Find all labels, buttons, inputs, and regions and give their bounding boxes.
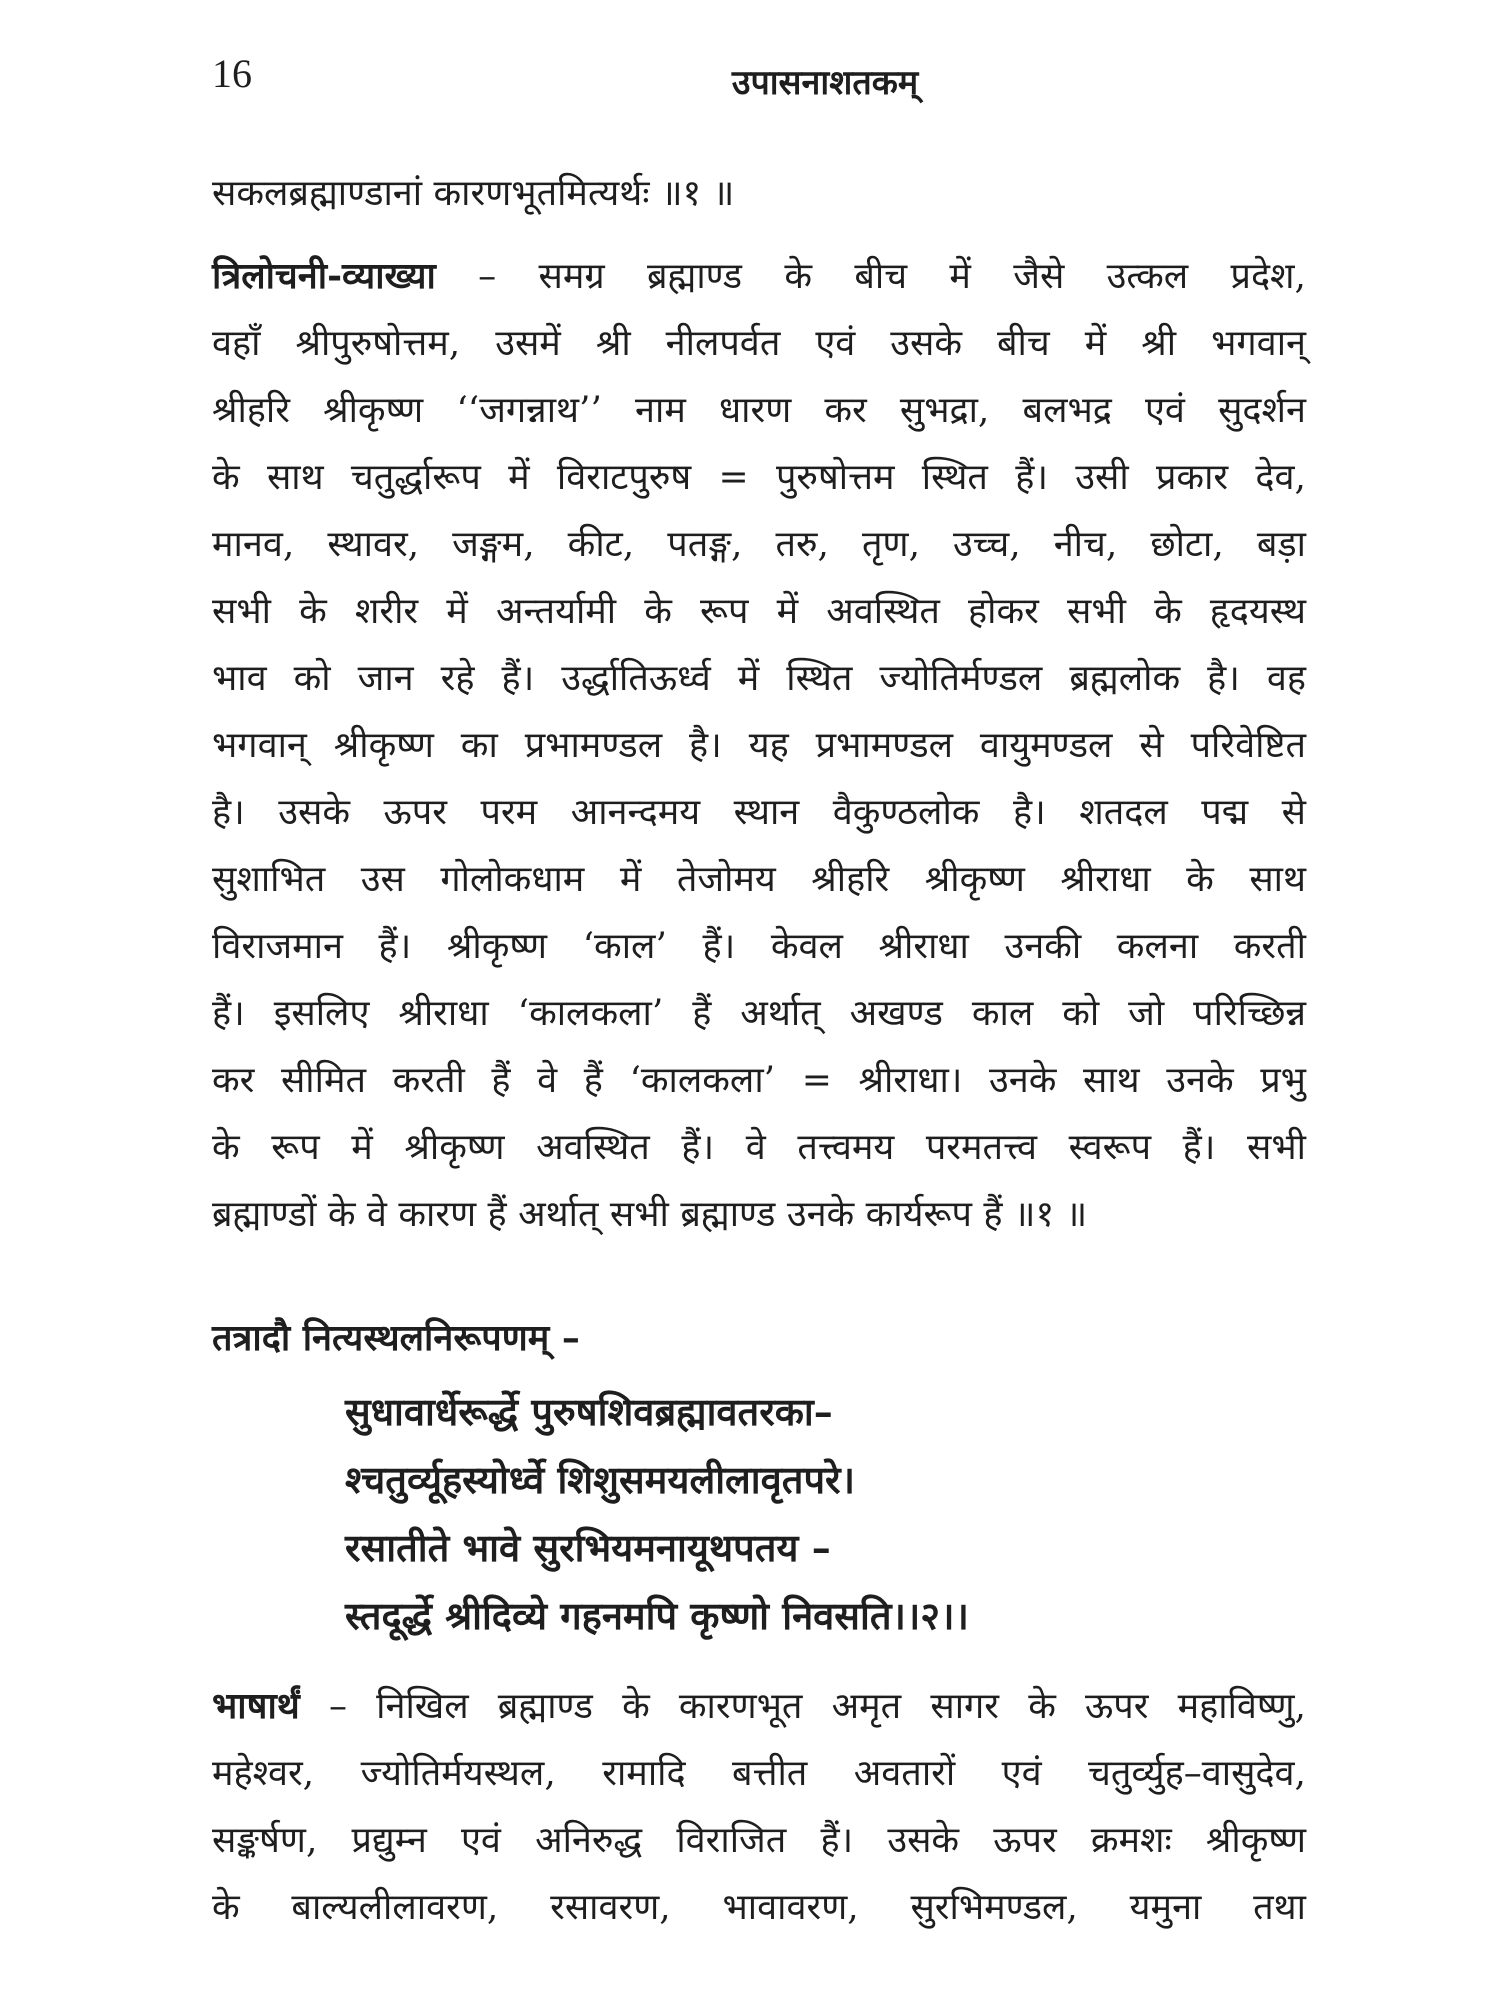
bhasharth-label: भाषार्थं [212, 1685, 300, 1727]
verse-line: सुधावार्धेरूर्द्धे पुरुषशिवब्रह्मावतरका– [345, 1389, 833, 1434]
section-heading: तत्रादौ नित्यस्थलनिरूपणम् – [212, 1317, 580, 1359]
commentary-line: मानव, स्थावर, जङ्गम, कीट, पतङ्ग, तरु, तृण, उच्च, नीच, छोटा, बड़ा [212, 524, 1306, 565]
commentary-line: ब्रह्माण्डों के वे कारण हैं अर्थात् सभी ब्रह्माण्ड उनके कार्यरूप हैं ॥१ ॥ [212, 1194, 1088, 1235]
commentary-line: हैं। इसलिए श्रीराधा ‘कालकला’ हैं अर्थात् अखण्ड काल को जो परिच्छिन्न [212, 993, 1306, 1034]
bhasharth-line: महेश्वर, ज्योतिर्मयस्थल, रामादि बत्तीत अवतारों एवं चतुर्व्युह–वासुदेव, [212, 1753, 1306, 1794]
commentary-line: सभी के शरीर में अन्तर्यामी के रूप में अवस्थित होकर सभी के हृदयस्थ [212, 591, 1306, 632]
commentary-line: श्रीहरि श्रीकृष्ण ‘‘जगन्नाथ’’ नाम धारण कर सुभद्रा, बलभद्र एवं सुदर्शन [212, 390, 1306, 431]
bhasharth-line-text: – निखिल ब्रह्माण्ड के कारणभूत अमृत सागर के ऊपर महाविष्णु, [328, 1686, 1306, 1727]
bhasharth-paragraph [212, 1673, 1306, 1941]
bhasharth-line: सङ्कर्षण, प्रद्युम्न एवं अनिरुद्ध विराजित हैं। उसके ऊपर क्रमशः श्रीकृष्ण [212, 1820, 1306, 1861]
commentary-line: भगवान् श्रीकृष्ण का प्रभामण्डल है। यह प्रभामण्डल वायुमण्डल से परिवेष्टित [212, 725, 1306, 766]
verse-line: स्तदूर्द्धे श्रीदिव्ये गहनमपि कृष्णो निवसति।।२।। [345, 1593, 969, 1638]
commentary-line: है। उसके ऊपर परम आनन्दमय स्थान वैकुण्ठलोक है। शतदल पद्म से [212, 792, 1306, 833]
verse-block [345, 1378, 1245, 1650]
page-number: 16 [212, 51, 252, 96]
commentary-line [212, 243, 1306, 310]
verse-line: श्चतुर्व्यूहस्योर्ध्वे शिशुसमयलीलावृतपरे। [345, 1457, 855, 1502]
commentary-line: वहाँ श्रीपुरुषोत्तम, उसमें श्री नीलपर्वत एवं उसके बीच में श्री भगवान् [212, 323, 1306, 364]
commentary-line: भाव को जान रहे हैं। उर्द्धातिऊर्ध्व में स्थित ज्योतिर्मण्डल ब्रह्मलोक है। वह [212, 658, 1306, 699]
bhasharth-line [212, 1673, 1306, 1740]
commentary-line: विराजमान हैं। श्रीकृष्ण ‘काल’ हैं। केवल श्रीराधा उनकी कलना करती [212, 926, 1306, 967]
commentary-line: सुशाभित उस गोलोकधाम में तेजोमय श्रीहरि श्रीकृष्ण श्रीराधा के साथ [212, 859, 1306, 900]
continuation-text [212, 160, 1306, 227]
commentary-line: के रूप में श्रीकृष्ण अवस्थित हैं। वे तत्त्वमय परमतत्त्व स्वरूप हैं। सभी [212, 1127, 1306, 1168]
bhasharth-line: के बाल्यलीलावरण, रसावरण, भावावरण, सुरभिमण्डल, यमुना तथा [212, 1887, 1306, 1928]
commentary-paragraph [212, 243, 1306, 1248]
running-head-title: उपासनाशतकम् [731, 63, 919, 103]
commentary-line: कर सीमित करती हैं वे हैं ‘कालकला’ = श्रीराधा। उनके साथ उनके प्रभु [212, 1060, 1306, 1101]
commentary-label: त्रिलोचनी-व्याख्या [212, 255, 436, 297]
commentary-line: के साथ चतुर्द्धारूप में विराटपुरुष = पुरुषोत्तम स्थित हैं। उसी प्रकार देव, [212, 457, 1306, 498]
continuation-line: सकलब्रह्माण्डानां कारणभूतमित्यर्थः ॥१ ॥ [212, 173, 735, 214]
verse-line: रसातीते भावे सुरभियमनायूथपतय – [345, 1525, 831, 1570]
commentary-line-text: – समग्र ब्रह्माण्ड के बीच में जैसे उत्कल प्रदेश, [478, 256, 1306, 297]
